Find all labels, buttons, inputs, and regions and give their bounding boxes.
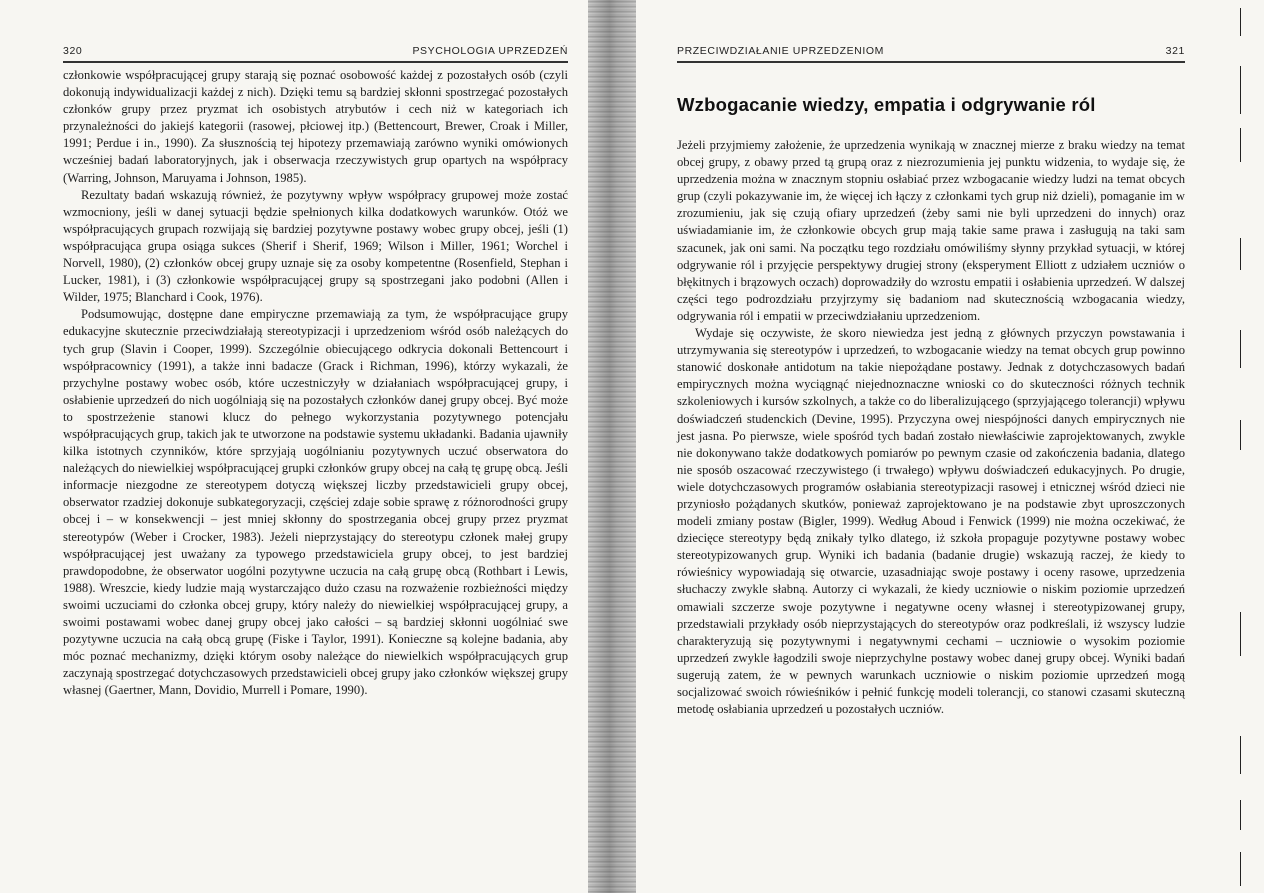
- left-paragraph: członkowie współpracującej grupy starają się poznać osobowość każdej z pozostałych osób (czyli dokonują indywidualizacji każdej z nich). Dzięki temu są bardziej skłonni spostrzegać pozostałych członków grupy przez pryzmat ich osobistych atrybutów i cech niż w kategoriach ich przynależności do jakiejś kategorii (rasowej, płciowej itp.) (Bettencourt, Brewer, Croak i Miller, 1991; Perdue i in., 1990). Za słusznością tej hipotezy przemawiają zarówno wyniki omówionych wcześniej badań laboratoryjnych, jak i obserwacja rzeczywistych grup opartych na współpracy (Warring, Johnson, Maruyama i Johnson, 1985).: [63, 68, 568, 185]
- left-paragraph: Podsumowując, dostępne dane empiryczne przemawiają za tym, że współpracujące grupy edukacyjne skutecznie przeciwdziałają stereotypizacji i uprzedzeniom wśród osób należących do tych grup (Slavin i Cooper, 1999). Szczególnie obiecującego odkrycia dokonali Bettencourt i współpracownicy (1991), a także inni badacze (Grack i Richman, 1996), którzy wykazali, że przychylne postawy wobec osób, które uczestniczyły w działaniach współpracującej grupy, i osłabienie uprzedzeń do nich uogólniają się na pozostałych członków danej grupy obcej. Być może to spostrzeżenie stanowi klucz do pełnego wykorzystania pozytywnego potencjału współpracujących grup, takich jak te utworzone na podstawie systemu układanki. Badania ujawniły kilka istotnych czynników, które sprzyjają uogólnianiu pozytywnych uczuć obserwatora do należących do niewielkiej współpracującej grupki członków grupy obcej na całą tę grupę obcą. Jeśli informacje niezgodne ze stereotypem dotyczą większej liczby przedstawicieli grupy obcej, obserwator rzadziej dokonuje subkategoryzacji, częściej zdaje sobie sprawę z różnorodności grupy obcej i – w konsekwencji – jest mniej skłonny do spostrzegania obcej grupy przez pryzmat stereotypów (Weber i Crocker, 1983). Jeżeli nieprzystający do stereotypu członek małej grupy współpracującej jest uważany za typowego przedstawiciela grupy obcej, to jest bardziej prawdopodobne, że obserwator uogólni pozytywne uczucia na całą grupę obcą (Rothbart i Lewis, 1988). Wreszcie, kiedy ludzie mają wystarczająco dużo czasu na rozważenie rozbieżności między swoimi uczuciami do członka obcej grupy, który należy do niewielkiej współpracującej grupy, a swoimi postawami wobec danej grupy obcej jako całości – są bardziej skłonni uogólniać swe pozytywne uczucia na całą obcą grupę (Fiske i Taylor, 1991). Konieczne są kolejne badania, aby móc poznać mechanizmy, dzięki którym osoby należące do niewielkich współpracujących grup zaczynają spostrzegać dotychczasowych przedstawicieli obcej grupy jako członków większej grupy własnej (Gaertner, Mann, Dovidio, Murrell i Pomare, 1990).: [63, 307, 568, 698]
- scan-edge-mark: [1240, 736, 1241, 774]
- scan-edge-mark: [1240, 128, 1241, 162]
- left-header-rule: [63, 61, 568, 63]
- right-running-title: PRZECIWDZIAŁANIE UPRZEDZENIOM: [677, 45, 884, 57]
- left-running-title: PSYCHOLOGIA UPRZEDZEŃ: [412, 45, 568, 57]
- section-heading: Wzbogacanie wiedzy, empatia i odgrywanie ról: [677, 94, 1096, 115]
- right-paragraph: Wydaje się oczywiste, że skoro niewiedza jest jedną z głównych przyczyn powstawania i utrzymywania się stereotypów i uprzedzeń, to wzbogacanie wiedzy na temat obcych grup powinno stanowić doskonałe antidotum na takie niepożądane postawy. Jednak z dotychczasowych badań empirycznych można wyciągnąć niejednoznaczne wnioski co do skuteczności różnych technik szkoleniowych i kursów szkolnych, a także co do liberalizującego (sprzyjającego tolerancji) wpływu doświadczeń studenckich (Devine, 1995). Przyczyna owej niespójności danych empirycznych nie jest jasna. Po pierwsze, wiele spośród tych badań zostało niewłaściwie zaprojektowanych, zwykle nie dokonywano także dodatkowych pomiarów po pewnym czasie od zakończenia badania, dlatego nie sposób oszacować rzeczywistego (i trwałego) wpływu doświadczeń edukacyjnych. Po drugie, wiele dotychczasowych programów osłabiania stereotypizacji rasowej i etnicznej wśród dzieci nie przyniosło pożądanych skutków, ponieważ zaprojektowano je na podstawie zbyt uproszczonych modeli zmiany postaw (Bigler, 1999). Według Aboud i Fenwick (1999) nie można oczekiwać, że dziecięce stereotypy będą znikały tylko dlatego, iż szkoła propaguje pozytywne postawy wobec stereotypizowanych grup. Wyniki ich badania (badanie drugie) wskazują raczej, że kiedy to rówieśnicy wypowiadają się otwarcie, uzasadniając swoje postawy i oceny rasowe, uprzedzenia słuchaczy zwykle słabną. Autorzy ci wykazali, że kiedy uczniowie o niskim poziomie uprzedzeń omawiali szczerze swoje pozytywne i negatywne oceny własnej i stereotypizowanej grupy, przedstawiali przykłady osób nieprzystających do stereotypów oraz podkreślali, iż wszyscy ludzie charakteryzują się pozytywnymi i negatywnymi cechami – uczniowie o wysokim poziomie uprzedzeń zwykle łagodzili swoje nieprzychylne postawy wobec danej grupy obcej. Wyniki badań sugerują zatem, że w pewnych warunkach uczniowie o niskim poziomie uprzedzeń mogą socjalizować swoich rówieśników i pełnić funkcję modeli tolerancji, co stanowi czasami skuteczną metodę osłabiania uprzedzeń u pozostałych uczniów.: [677, 326, 1185, 717]
- scan-edge-mark: [1240, 852, 1241, 886]
- scan-edge-mark: [1240, 238, 1241, 270]
- scan-edge-mark: [1240, 612, 1241, 656]
- book-gutter: [588, 0, 636, 893]
- scan-edge-mark: [1240, 800, 1241, 830]
- left-paragraph: Rezultaty badań wskazują również, że pozytywny wpływ współpracy grupowej może zostać wzmocniony, jeśli w danej sytuacji będzie spełnionych kilka dodatkowych warunków. Otóż we współpracujących grupach rozwijają się bardziej pozytywne postawy wobec grupy obcej, jeśli (1) współpracująca grupa osiąga sukces (Sherif i Sherif, 1969; Wilson i Miller, 1961; Worchel i Norvell, 1980), (2) członków obcej grupy uznaje się za osoby kompetentne (Rosenfield, Stephan i Lucker, 1981), i (3) członkowie współpracującej grupy są spostrzegani jako podobni (Allen i Wilder, 1975; Blanchard i Cook, 1976).: [63, 187, 568, 305]
- scan-edge-mark: [1240, 330, 1241, 368]
- left-body-text: [63, 67, 568, 699]
- right-body-text: [677, 137, 1185, 718]
- scan-edge-mark: [1240, 66, 1241, 114]
- right-header-rule: [677, 61, 1185, 63]
- left-page-number: 320: [63, 45, 83, 57]
- scan-edge-mark: [1240, 8, 1241, 36]
- right-paragraph: Jeżeli przyjmiemy założenie, że uprzedzenia wynikają w znacznej mierze z braku wiedzy na temat obcej grupy, z obawy przed tą grupą oraz z niezrozumienia jej punktu widzenia, to wydaje się, że uprzedzenia można w znacznym stopniu osłabiać przez wzbogacanie wiedzy ludzi na temat obcych grup (czyli pokazywanie im, że więcej ich łączy z członkami tych grup niż dzieli), pomaganie im w zrozumieniu, jak się czują ofiary uprzedzeń (żeby sami nie byli uprzedzeni do innych) oraz uświadamianie im, że członkowie obcych grup mają takie same prawa i zasługują na taki sam szacunek, jak oni sami. Na początku tego rozdziału omówiliśmy słynny przykład sytuacji, w której odgrywanie ról i przyjęcie perspektywy drugiej strony (eksperyment Elliott z udziałem uczniów o błękitnych i brązowych oczach) doprowadziły do wzrostu empatii i osłabienia uprzedzeń. W dalszej części tego podrozdziału przyjrzymy się badaniom nad skutecznością wzbogacania wiedzy, odgrywania ról i empatii w przeciwdziałaniu uprzedzeniom.: [677, 138, 1185, 323]
- right-page-number: 321: [1165, 45, 1185, 57]
- scan-edge-mark: [1240, 420, 1241, 450]
